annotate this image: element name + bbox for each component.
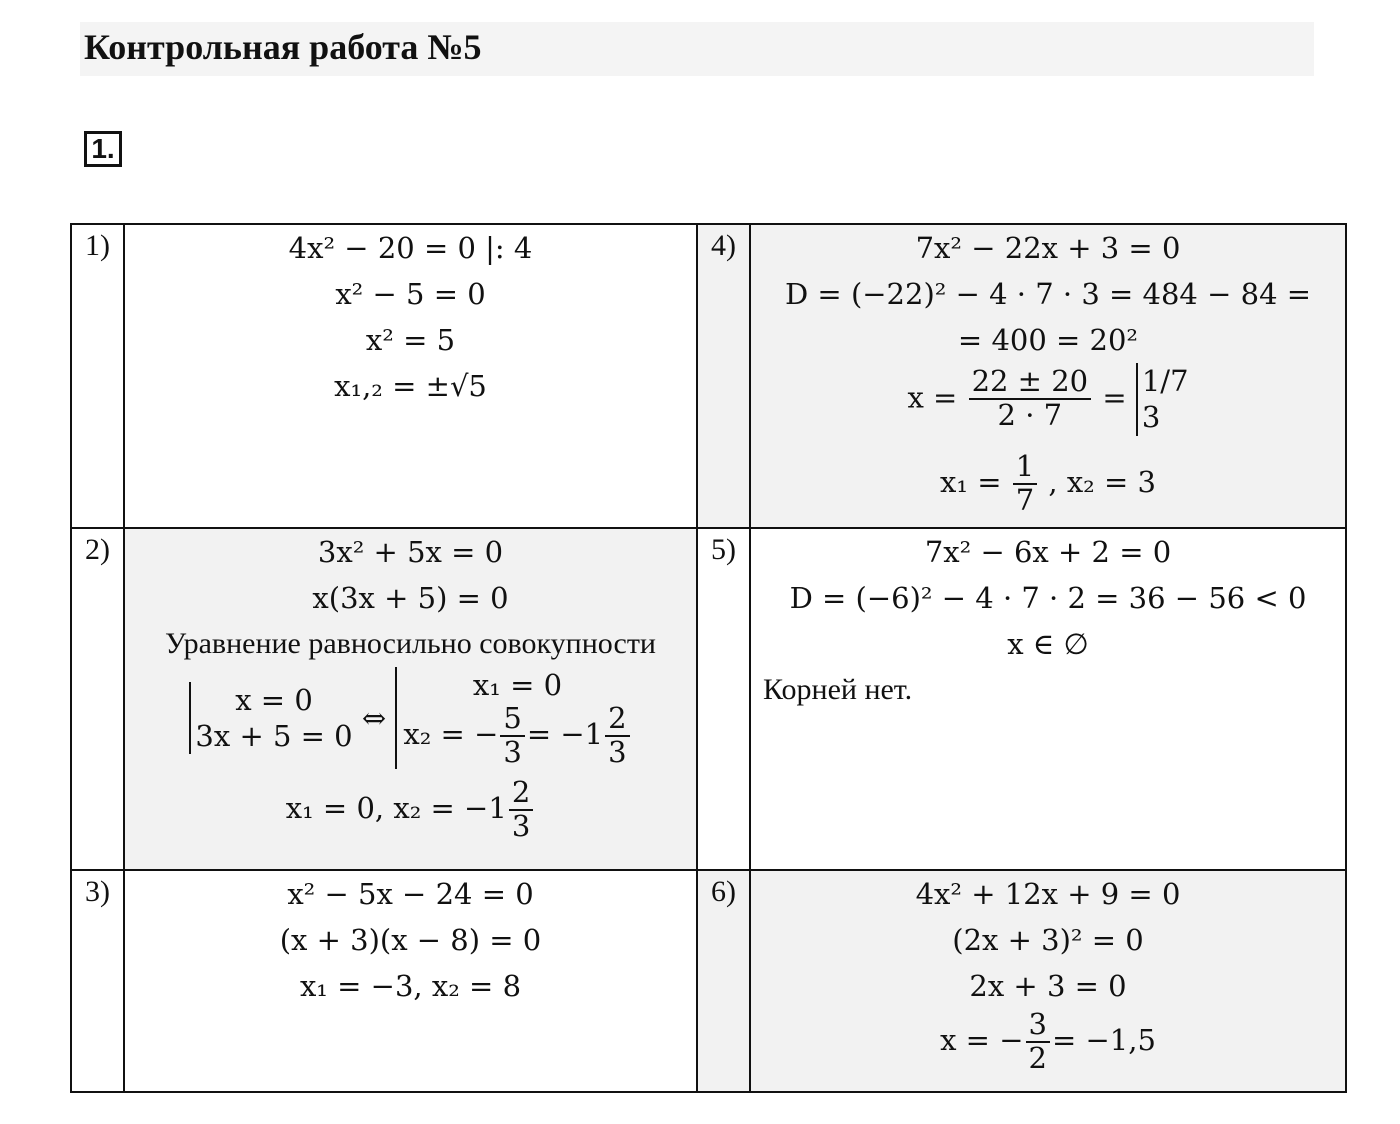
equation-line: x² = 5 (365, 323, 456, 357)
system-equation: 3x + 5 = 0 (195, 719, 353, 754)
fraction (509, 777, 533, 843)
equation-line: x² − 5 = 0 (335, 277, 486, 311)
equation-text: x₂ = − (403, 717, 499, 752)
solution-cell-4 (750, 224, 1346, 528)
explanation-text: Корней нет. (763, 673, 913, 706)
cell-number-1: 1) (71, 224, 124, 528)
system-equation: x = 0 (235, 682, 313, 717)
fraction-numerator: 1 (1013, 451, 1037, 485)
system-equation-with-fractions (403, 703, 631, 769)
equation-line: x² − 5x − 24 = 0 (287, 877, 534, 911)
equation-line: x(3x + 5) = 0 (312, 581, 509, 615)
solution-cell-5 (750, 528, 1346, 870)
solutions-table (70, 223, 1347, 1093)
fraction-denominator: 3 (511, 808, 531, 843)
system-bracket-left (189, 682, 352, 755)
equation-line: D = (−22)² − 4 · 7 · 3 = 484 − 84 = (784, 277, 1312, 311)
equation-line: (2x + 3)² = 0 (952, 923, 1144, 957)
cell-number-4: 4) (697, 224, 750, 528)
equation-line: 7x² − 22x + 3 = 0 (915, 231, 1181, 265)
roots-bracket (1136, 363, 1189, 436)
equation-text: x₁ = (940, 464, 1002, 499)
solution-cell-3 (124, 870, 697, 1092)
equation-text: x = (907, 380, 958, 415)
cell-number-3: 3) (71, 870, 124, 1092)
table-row (71, 528, 1346, 870)
equation-line: 3x² + 5x = 0 (317, 535, 504, 569)
equation-line: 4x² + 12x + 9 = 0 (915, 877, 1181, 911)
solution-cell-1 (124, 224, 697, 528)
page-title: Контрольная работа №5 (84, 27, 482, 67)
equation-line: x ∈ ∅ (1007, 627, 1089, 661)
table-row (71, 870, 1346, 1092)
equation-text: = (1102, 380, 1127, 415)
system-line (125, 667, 696, 777)
fraction-denominator: 3 (608, 735, 627, 770)
fraction-numerator: 22 ± 20 (969, 366, 1092, 400)
system-bracket-right (395, 667, 631, 769)
fraction-numerator: 2 (605, 703, 629, 737)
equation-text: , x₂ = 3 (1048, 464, 1156, 499)
cell-number-2: 2) (71, 528, 124, 870)
root-value: 3 (1141, 400, 1161, 435)
equation-line: 2x + 3 = 0 (969, 969, 1127, 1003)
system-equation: x₁ = 0 (472, 668, 563, 702)
table-row (71, 224, 1346, 528)
equation-line: = 400 = 20² (957, 323, 1139, 357)
answer-line (125, 777, 696, 847)
fraction-numerator: 3 (1026, 1009, 1050, 1043)
fraction-denominator: 2 · 7 (997, 398, 1063, 433)
fraction (1013, 451, 1037, 517)
fraction-denominator: 7 (1015, 482, 1035, 517)
fraction-denominator: 3 (503, 735, 522, 770)
fraction (500, 703, 524, 769)
fraction-numerator: 5 (500, 703, 524, 737)
solution-cell-2 (124, 528, 697, 870)
fraction-numerator: 2 (509, 777, 533, 811)
equation-line: (x + 3)(x − 8) = 0 (279, 923, 542, 957)
equation-line: 4x² − 20 = 0 |: 4 (288, 231, 533, 265)
fraction-line (751, 1009, 1345, 1085)
cell-number-5: 5) (697, 528, 750, 870)
fraction (605, 703, 629, 769)
task-number-box: 1. (84, 131, 122, 167)
fraction-line (751, 363, 1345, 451)
equation-text: x₁ = 0, x₂ = −1 (285, 790, 507, 825)
equation-line: 7x² − 6x + 2 = 0 (924, 535, 1172, 569)
solution-cell-6 (750, 870, 1346, 1092)
root-value: 1/7 (1141, 364, 1189, 398)
equation-text: = −1,5 (1051, 1022, 1156, 1057)
equivalence-symbol: ⇔ (361, 700, 387, 735)
cell-number-6: 6) (697, 870, 750, 1092)
explanation-text: Уравнение равносильно совокупности (164, 627, 656, 660)
equation-line: x₁,₂ = ±√5 (334, 369, 487, 403)
equation-text: = −1 (526, 717, 604, 752)
equation-text: x = − (940, 1022, 1024, 1057)
fraction (969, 366, 1092, 432)
equation-line: D = (−6)² − 4 · 7 · 2 = 36 − 56 < 0 (789, 581, 1307, 615)
fraction (1026, 1009, 1050, 1075)
equation-line: x₁ = −3, x₂ = 8 (299, 969, 522, 1003)
answer-line (751, 449, 1345, 517)
fraction-denominator: 2 (1028, 1040, 1047, 1075)
